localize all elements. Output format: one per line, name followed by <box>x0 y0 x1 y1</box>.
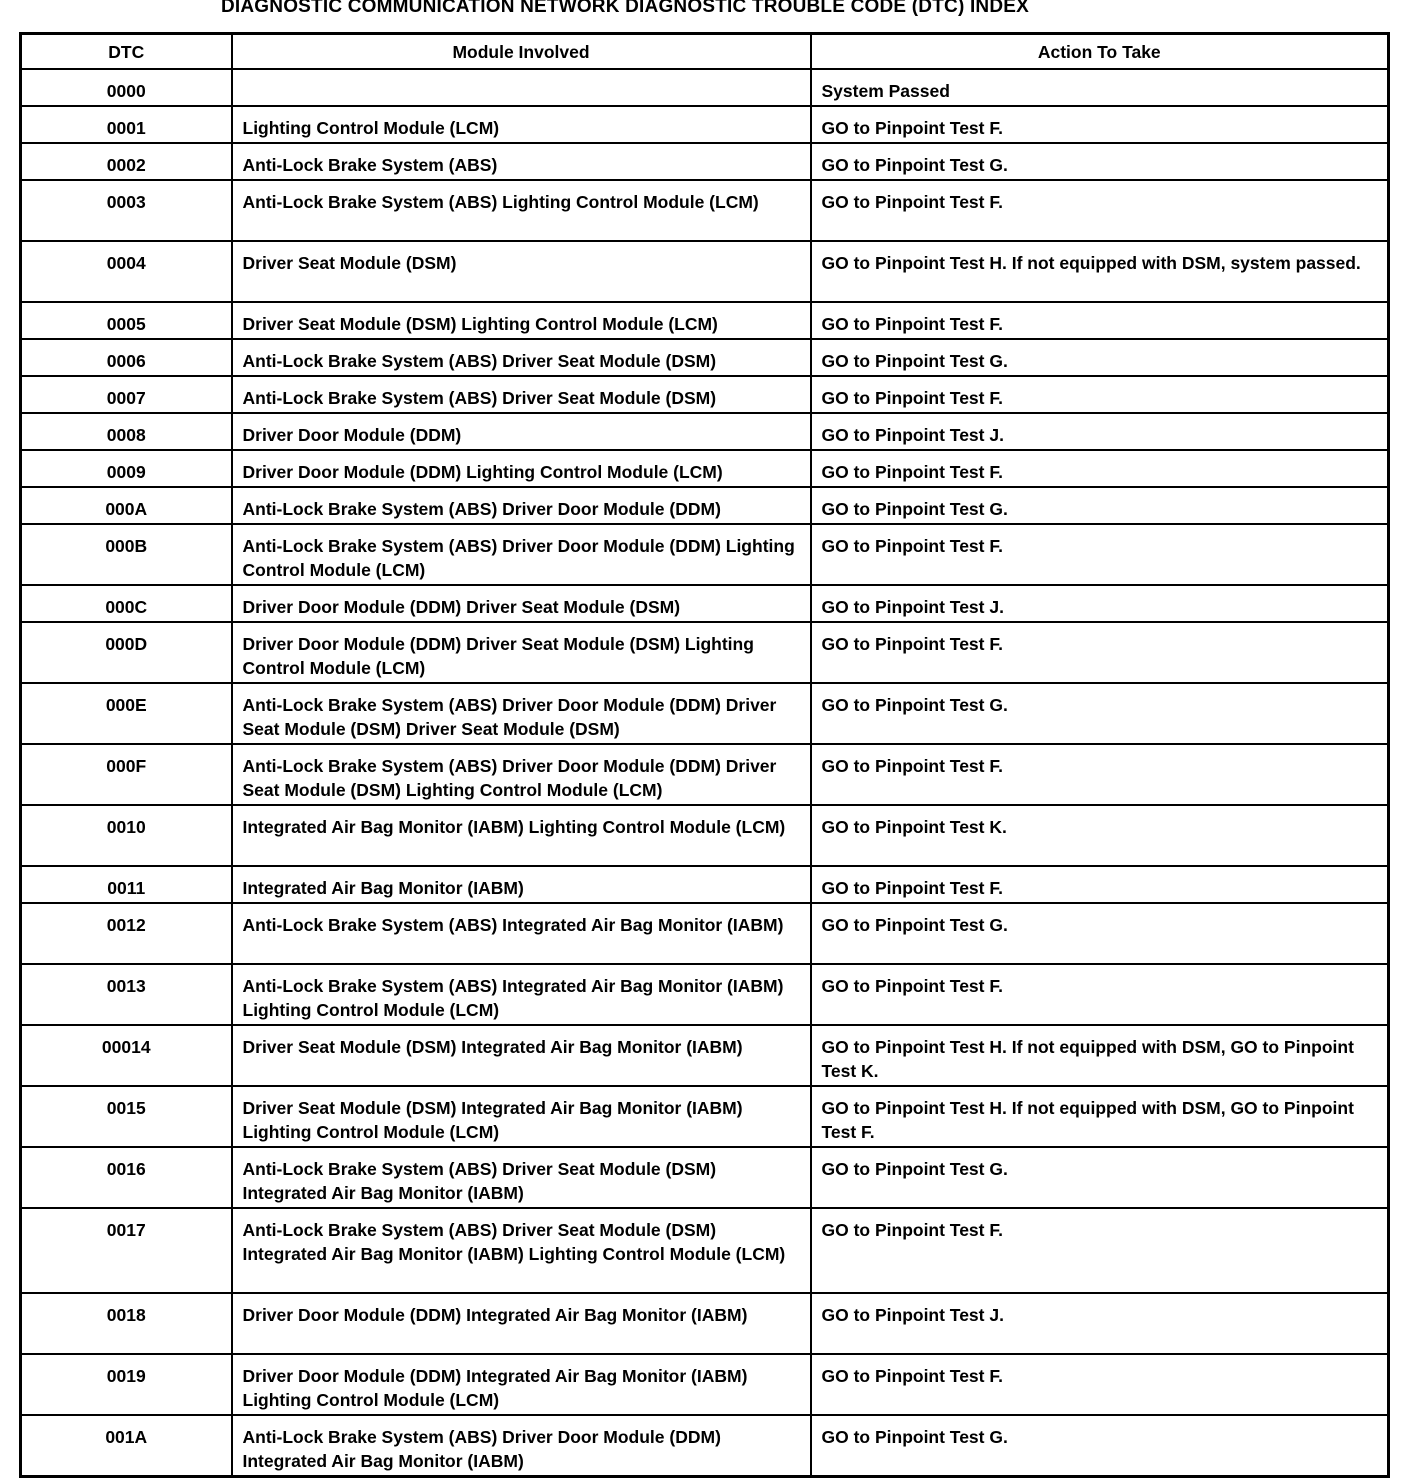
module-involved: Driver Door Module (DDM) Integrated Air Bag Monitor (IABM) <box>232 1293 811 1354</box>
table-row <box>21 524 1389 585</box>
module-involved: Lighting Control Module (LCM) <box>232 106 811 143</box>
module-involved: Anti-Lock Brake System (ABS) Driver Seat Module (DSM) <box>232 339 811 376</box>
action-to-take: GO to Pinpoint Test J. <box>811 1293 1389 1354</box>
action-to-take: GO to Pinpoint Test F. <box>811 302 1389 339</box>
table-row <box>21 964 1389 1025</box>
dtc-index-table <box>19 32 1390 1478</box>
table-row <box>21 106 1389 143</box>
table-row <box>21 1415 1389 1477</box>
module-involved: Driver Door Module (DDM) Integrated Air Bag Monitor (IABM) Lighting Control Module (LCM) <box>232 1354 811 1415</box>
table-row <box>21 413 1389 450</box>
dtc-code: 0009 <box>21 450 232 487</box>
action-to-take: GO to Pinpoint Test G. <box>811 339 1389 376</box>
module-involved: Anti-Lock Brake System (ABS) Integrated Air Bag Monitor (IABM) Lighting Control Module (LCM) <box>232 964 811 1025</box>
table-row <box>21 805 1389 866</box>
table-row <box>21 241 1389 302</box>
table-row <box>21 1086 1389 1147</box>
action-to-take: GO to Pinpoint Test J. <box>811 585 1389 622</box>
module-involved: Anti-Lock Brake System (ABS) Driver Seat Module (DSM) Integrated Air Bag Monitor (IABM) <box>232 1147 811 1208</box>
module-involved: Anti-Lock Brake System (ABS) <box>232 143 811 180</box>
action-to-take: GO to Pinpoint Test H. If not equipped with DSM, system passed. <box>811 241 1389 302</box>
table-row <box>21 487 1389 524</box>
dtc-code: 0016 <box>21 1147 232 1208</box>
table-row <box>21 866 1389 903</box>
header-dtc: DTC <box>21 34 232 70</box>
dtc-code: 0001 <box>21 106 232 143</box>
table-row <box>21 903 1389 964</box>
dtc-code: 0004 <box>21 241 232 302</box>
table-row <box>21 376 1389 413</box>
module-involved: Anti-Lock Brake System (ABS) Driver Door Module (DDM) Integrated Air Bag Monitor (IABM) <box>232 1415 811 1477</box>
dtc-code: 0007 <box>21 376 232 413</box>
module-involved: Anti-Lock Brake System (ABS) Driver Door Module (DDM) Driver Seat Module (DSM) Driver Seat Module (DSM) <box>232 683 811 744</box>
module-involved: Driver Seat Module (DSM) Integrated Air Bag Monitor (IABM) Lighting Control Module (LCM) <box>232 1086 811 1147</box>
action-to-take: GO to Pinpoint Test G. <box>811 143 1389 180</box>
table-body <box>21 69 1389 1477</box>
dtc-code: 0015 <box>21 1086 232 1147</box>
dtc-code: 0011 <box>21 866 232 903</box>
table-row <box>21 622 1389 683</box>
module-involved: Driver Door Module (DDM) Driver Seat Module (DSM) <box>232 585 811 622</box>
action-to-take: GO to Pinpoint Test G. <box>811 1415 1389 1477</box>
header-module-involved: Module Involved <box>232 34 811 70</box>
module-involved <box>232 69 811 106</box>
dtc-code: 000C <box>21 585 232 622</box>
dtc-code: 0013 <box>21 964 232 1025</box>
module-involved: Anti-Lock Brake System (ABS) Driver Door Module (DDM) <box>232 487 811 524</box>
page-title: DIAGNOSTIC COMMUNICATION NETWORK DIAGNOSTIC TROUBLE CODE (DTC) INDEX <box>220 0 1030 17</box>
dtc-code: 0003 <box>21 180 232 241</box>
action-to-take: GO to Pinpoint Test F. <box>811 450 1389 487</box>
dtc-code: 000E <box>21 683 232 744</box>
module-involved: Anti-Lock Brake System (ABS) Driver Seat Module (DSM) <box>232 376 811 413</box>
dtc-code: 0005 <box>21 302 232 339</box>
action-to-take: GO to Pinpoint Test F. <box>811 964 1389 1025</box>
action-to-take: GO to Pinpoint Test F. <box>811 376 1389 413</box>
dtc-code: 0006 <box>21 339 232 376</box>
action-to-take: GO to Pinpoint Test G. <box>811 1147 1389 1208</box>
action-to-take: GO to Pinpoint Test F. <box>811 744 1389 805</box>
header-row <box>21 34 1389 70</box>
table-row <box>21 1293 1389 1354</box>
table-row <box>21 1147 1389 1208</box>
action-to-take: GO to Pinpoint Test F. <box>811 622 1389 683</box>
table-row <box>21 683 1389 744</box>
action-to-take: GO to Pinpoint Test F. <box>811 866 1389 903</box>
table-row <box>21 69 1389 106</box>
action-to-take: GO to Pinpoint Test J. <box>811 413 1389 450</box>
module-involved: Integrated Air Bag Monitor (IABM) <box>232 866 811 903</box>
table-header <box>21 34 1389 70</box>
action-to-take: GO to Pinpoint Test G. <box>811 683 1389 744</box>
action-to-take: GO to Pinpoint Test G. <box>811 487 1389 524</box>
table-row <box>21 143 1389 180</box>
module-involved: Driver Seat Module (DSM) Lighting Control Module (LCM) <box>232 302 811 339</box>
module-involved: Anti-Lock Brake System (ABS) Integrated Air Bag Monitor (IABM) <box>232 903 811 964</box>
dtc-code: 000A <box>21 487 232 524</box>
table-row <box>21 1025 1389 1086</box>
module-involved: Anti-Lock Brake System (ABS) Driver Door Module (DDM) Lighting Control Module (LCM) <box>232 524 811 585</box>
action-to-take: GO to Pinpoint Test G. <box>811 903 1389 964</box>
table-row <box>21 1208 1389 1293</box>
dtc-code: 0010 <box>21 805 232 866</box>
action-to-take: System Passed <box>811 69 1389 106</box>
module-involved: Driver Door Module (DDM) <box>232 413 811 450</box>
action-to-take: GO to Pinpoint Test F. <box>811 524 1389 585</box>
module-involved: Driver Seat Module (DSM) <box>232 241 811 302</box>
module-involved: Anti-Lock Brake System (ABS) Lighting Control Module (LCM) <box>232 180 811 241</box>
action-to-take: GO to Pinpoint Test F. <box>811 180 1389 241</box>
dtc-code: 0000 <box>21 69 232 106</box>
action-to-take: GO to Pinpoint Test H. If not equipped with DSM, GO to Pinpoint Test F. <box>811 1086 1389 1147</box>
dtc-code: 000B <box>21 524 232 585</box>
table-row <box>21 339 1389 376</box>
action-to-take: GO to Pinpoint Test F. <box>811 1354 1389 1415</box>
module-involved: Driver Door Module (DDM) Lighting Control Module (LCM) <box>232 450 811 487</box>
module-involved: Driver Seat Module (DSM) Integrated Air Bag Monitor (IABM) <box>232 1025 811 1086</box>
table-row <box>21 302 1389 339</box>
module-involved: Anti-Lock Brake System (ABS) Driver Door Module (DDM) Driver Seat Module (DSM) Lighting Control Module (LCM) <box>232 744 811 805</box>
dtc-code: 0012 <box>21 903 232 964</box>
dtc-code: 0008 <box>21 413 232 450</box>
dtc-code: 0002 <box>21 143 232 180</box>
header-action-to-take: Action To Take <box>811 34 1389 70</box>
action-to-take: GO to Pinpoint Test F. <box>811 1208 1389 1293</box>
action-to-take: GO to Pinpoint Test H. If not equipped with DSM, GO to Pinpoint Test K. <box>811 1025 1389 1086</box>
table-row <box>21 450 1389 487</box>
dtc-code: 000F <box>21 744 232 805</box>
dtc-code: 0018 <box>21 1293 232 1354</box>
dtc-code: 0019 <box>21 1354 232 1415</box>
table-row <box>21 1354 1389 1415</box>
table-row <box>21 744 1389 805</box>
module-involved: Integrated Air Bag Monitor (IABM) Lighting Control Module (LCM) <box>232 805 811 866</box>
dtc-code: 000D <box>21 622 232 683</box>
table-row <box>21 585 1389 622</box>
action-to-take: GO to Pinpoint Test K. <box>811 805 1389 866</box>
dtc-code: 00014 <box>21 1025 232 1086</box>
module-involved: Anti-Lock Brake System (ABS) Driver Seat Module (DSM) Integrated Air Bag Monitor (IABM) Lighting Control Module (LCM) <box>232 1208 811 1293</box>
action-to-take: GO to Pinpoint Test F. <box>811 106 1389 143</box>
module-involved: Driver Door Module (DDM) Driver Seat Module (DSM) Lighting Control Module (LCM) <box>232 622 811 683</box>
table-row <box>21 180 1389 241</box>
dtc-code: 001A <box>21 1415 232 1477</box>
dtc-code: 0017 <box>21 1208 232 1293</box>
